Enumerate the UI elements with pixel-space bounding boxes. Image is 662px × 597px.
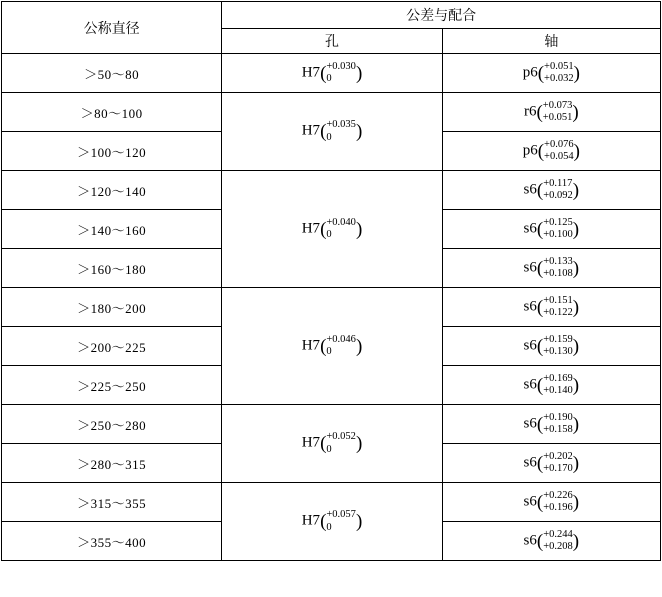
left-paren: ( (537, 62, 545, 84)
hole-tolerance-cell (222, 288, 442, 405)
right-paren: ) (355, 121, 363, 142)
hole-deviations (326, 61, 356, 85)
hole-upper-deviation: +0.057 (326, 509, 356, 521)
shaft-upper-deviation: +0.190 (543, 411, 573, 423)
shaft-fit-value (524, 373, 580, 397)
nominal-diameter-cell: ＞280～315 (2, 444, 222, 483)
nominal-diameter-cell: ＞180～200 (2, 288, 222, 327)
right-paren: ) (572, 530, 580, 552)
hole-lower-deviation: 0 (326, 229, 332, 240)
table-row (2, 483, 661, 522)
hole-lower-deviation: 0 (326, 346, 332, 357)
shaft-fit-value (524, 217, 580, 241)
shaft-lower-deviation: +0.208 (543, 541, 573, 552)
shaft-upper-deviation: +0.051 (544, 60, 574, 72)
right-paren: ) (573, 62, 580, 84)
hole-upper-deviation: +0.052 (326, 431, 356, 443)
shaft-designation: s6 (523, 298, 537, 315)
shaft-tolerance-cell (442, 132, 660, 171)
header-shaft: 轴 (442, 29, 660, 54)
nominal-diameter-cell: ＞120～140 (2, 171, 222, 210)
table-row (2, 288, 661, 327)
shaft-designation: s6 (523, 493, 537, 510)
shaft-deviations (543, 295, 573, 319)
shaft-deviations (543, 490, 573, 514)
shaft-deviations (543, 217, 573, 241)
right-paren: ) (572, 335, 580, 357)
shaft-upper-deviation: +0.151 (543, 294, 573, 306)
nominal-diameter-cell: ＞100～120 (2, 132, 222, 171)
hole-fit-value (302, 217, 363, 241)
left-paren: ( (536, 530, 544, 552)
hole-tolerance-cell (222, 405, 442, 483)
left-paren: ( (320, 335, 327, 357)
right-paren: ) (355, 218, 363, 240)
shaft-upper-deviation: +0.202 (543, 450, 573, 462)
shaft-fit-value (524, 412, 580, 436)
table-body (2, 2, 661, 561)
shaft-tolerance-cell (442, 522, 660, 561)
shaft-fit-value (524, 295, 580, 319)
shaft-upper-deviation: +0.133 (543, 255, 573, 267)
shaft-upper-deviation: +0.073 (542, 99, 573, 111)
shaft-tolerance-cell (442, 54, 660, 93)
shaft-lower-deviation: +0.196 (543, 502, 573, 513)
nominal-diameter-cell: ＞160～180 (2, 249, 222, 288)
shaft-lower-deviation: +0.032 (544, 73, 574, 84)
shaft-tolerance-cell (442, 249, 660, 288)
shaft-deviations (543, 412, 573, 436)
shaft-upper-deviation: +0.117 (543, 177, 573, 189)
shaft-deviations (543, 178, 573, 202)
left-paren: ( (536, 218, 544, 240)
nominal-diameter-cell: ＞80～100 (2, 93, 222, 132)
shaft-lower-deviation: +0.100 (543, 229, 573, 240)
shaft-designation: s6 (523, 337, 537, 354)
nominal-diameter-cell: ＞355～400 (2, 522, 222, 561)
right-paren: ) (355, 511, 363, 532)
shaft-tolerance-cell (442, 327, 660, 366)
shaft-upper-deviation: +0.169 (543, 372, 573, 384)
right-paren: ) (355, 335, 363, 357)
shaft-upper-deviation: +0.076 (544, 138, 574, 150)
hole-upper-deviation: +0.035 (326, 119, 356, 131)
left-paren: ( (536, 257, 544, 279)
shaft-designation: p6 (522, 64, 538, 81)
hole-lower-deviation: 0 (326, 131, 332, 143)
shaft-lower-deviation: +0.140 (543, 385, 573, 396)
shaft-fit-value (524, 529, 580, 553)
shaft-deviations (543, 100, 573, 124)
shaft-deviations (543, 529, 573, 553)
table-row (2, 405, 661, 444)
hole-designation: H7 (301, 122, 321, 139)
header-nominal-diameter: 公称直径 (2, 2, 222, 54)
shaft-fit-value (523, 139, 580, 163)
shaft-tolerance-cell (442, 171, 660, 210)
right-paren: ) (573, 140, 580, 162)
left-paren: ( (320, 62, 327, 84)
shaft-deviations (543, 451, 573, 475)
nominal-diameter-cell: ＞200～225 (2, 327, 222, 366)
right-paren: ) (572, 491, 580, 513)
shaft-lower-deviation: +0.054 (544, 151, 574, 162)
right-paren: ) (572, 296, 580, 318)
shaft-tolerance-cell (442, 405, 660, 444)
hole-tolerance-cell (222, 54, 442, 93)
shaft-designation: s6 (523, 259, 537, 276)
right-paren: ) (572, 179, 580, 201)
shaft-upper-deviation: +0.125 (543, 216, 573, 228)
right-paren: ) (572, 452, 580, 474)
header-hole: 孔 (222, 29, 442, 54)
shaft-fit-value (524, 178, 580, 202)
nominal-diameter-cell: ＞50～80 (2, 54, 222, 93)
left-paren: ( (536, 296, 544, 318)
hole-designation: H7 (301, 64, 321, 81)
hole-designation: H7 (301, 220, 321, 237)
hole-fit-value (302, 119, 363, 143)
shaft-deviations (544, 61, 574, 85)
hole-tolerance-cell (222, 483, 442, 561)
hole-fit-value (302, 61, 363, 85)
shaft-upper-deviation: +0.244 (543, 528, 573, 540)
shaft-deviations (543, 373, 573, 397)
shaft-tolerance-cell (442, 210, 660, 249)
shaft-fit-value (523, 61, 580, 85)
hole-upper-deviation: +0.030 (326, 60, 356, 72)
shaft-designation: s6 (523, 454, 537, 471)
hole-lower-deviation: 0 (326, 521, 332, 533)
shaft-deviations (543, 256, 573, 280)
hole-designation: H7 (301, 337, 321, 354)
left-paren: ( (536, 335, 544, 357)
shaft-lower-deviation: +0.092 (543, 190, 573, 201)
shaft-tolerance-cell (442, 444, 660, 483)
header-row-primary (2, 2, 661, 29)
left-paren: ( (536, 413, 544, 435)
right-paren: ) (355, 62, 363, 84)
hole-deviations (326, 334, 356, 358)
hole-lower-deviation: 0 (326, 443, 332, 455)
shaft-designation: p6 (522, 142, 538, 159)
shaft-designation: s6 (523, 532, 537, 549)
shaft-tolerance-cell (442, 366, 660, 405)
shaft-designation: s6 (523, 376, 537, 393)
nominal-diameter-cell: ＞225～250 (2, 366, 222, 405)
hole-tolerance-cell (222, 171, 442, 288)
shaft-tolerance-cell (442, 483, 660, 522)
left-paren: ( (537, 140, 545, 162)
left-paren: ( (536, 179, 544, 201)
shaft-upper-deviation: +0.159 (543, 333, 573, 345)
hole-deviations (326, 509, 356, 533)
shaft-lower-deviation: +0.051 (542, 112, 573, 123)
shaft-tolerance-cell (442, 288, 660, 327)
shaft-designation: s6 (523, 415, 537, 432)
hole-fit-value (302, 431, 363, 455)
left-paren: ( (320, 218, 327, 240)
header-tolerance-and-fit: 公差与配合 (222, 2, 661, 29)
table-row (2, 54, 661, 93)
left-paren: ( (320, 121, 327, 142)
shaft-lower-deviation: +0.158 (543, 424, 573, 435)
nominal-diameter-cell: ＞315～355 (2, 483, 222, 522)
shaft-fit-value (524, 490, 580, 514)
right-paren: ) (572, 101, 579, 123)
shaft-lower-deviation: +0.108 (543, 268, 573, 279)
shaft-designation: s6 (523, 181, 537, 198)
hole-designation: H7 (301, 512, 321, 529)
shaft-lower-deviation: +0.130 (543, 346, 573, 357)
hole-fit-value (302, 509, 363, 533)
shaft-designation: r6 (523, 103, 537, 120)
left-paren: ( (536, 374, 544, 396)
nominal-diameter-cell: ＞140～160 (2, 210, 222, 249)
right-paren: ) (355, 433, 363, 454)
right-paren: ) (572, 218, 580, 240)
table-row (2, 93, 661, 132)
right-paren: ) (572, 257, 580, 279)
hole-fit-value (302, 334, 363, 358)
hole-deviations (326, 217, 356, 241)
shaft-fit-value (524, 451, 580, 475)
hole-deviations (326, 431, 356, 455)
tolerance-fit-table (1, 1, 661, 561)
shaft-fit-value (524, 334, 580, 358)
hole-designation: H7 (301, 434, 321, 451)
shaft-lower-deviation: +0.122 (543, 307, 573, 318)
shaft-fit-value (524, 100, 579, 124)
left-paren: ( (536, 452, 544, 474)
shaft-tolerance-cell (442, 93, 660, 132)
left-paren: ( (320, 433, 327, 454)
left-paren: ( (320, 511, 327, 532)
hole-lower-deviation: 0 (326, 73, 332, 84)
hole-upper-deviation: +0.040 (326, 216, 356, 228)
hole-tolerance-cell (222, 93, 442, 171)
right-paren: ) (572, 374, 580, 396)
left-paren: ( (536, 491, 544, 513)
shaft-upper-deviation: +0.226 (543, 489, 573, 501)
table-row (2, 171, 661, 210)
hole-deviations (326, 119, 356, 143)
right-paren: ) (572, 413, 580, 435)
shaft-fit-value (524, 256, 580, 280)
shaft-designation: s6 (523, 220, 537, 237)
shaft-deviations (544, 139, 574, 163)
shaft-deviations (543, 334, 573, 358)
hole-upper-deviation: +0.046 (326, 333, 356, 345)
left-paren: ( (536, 101, 543, 123)
nominal-diameter-cell: ＞250～280 (2, 405, 222, 444)
shaft-lower-deviation: +0.170 (543, 463, 573, 474)
